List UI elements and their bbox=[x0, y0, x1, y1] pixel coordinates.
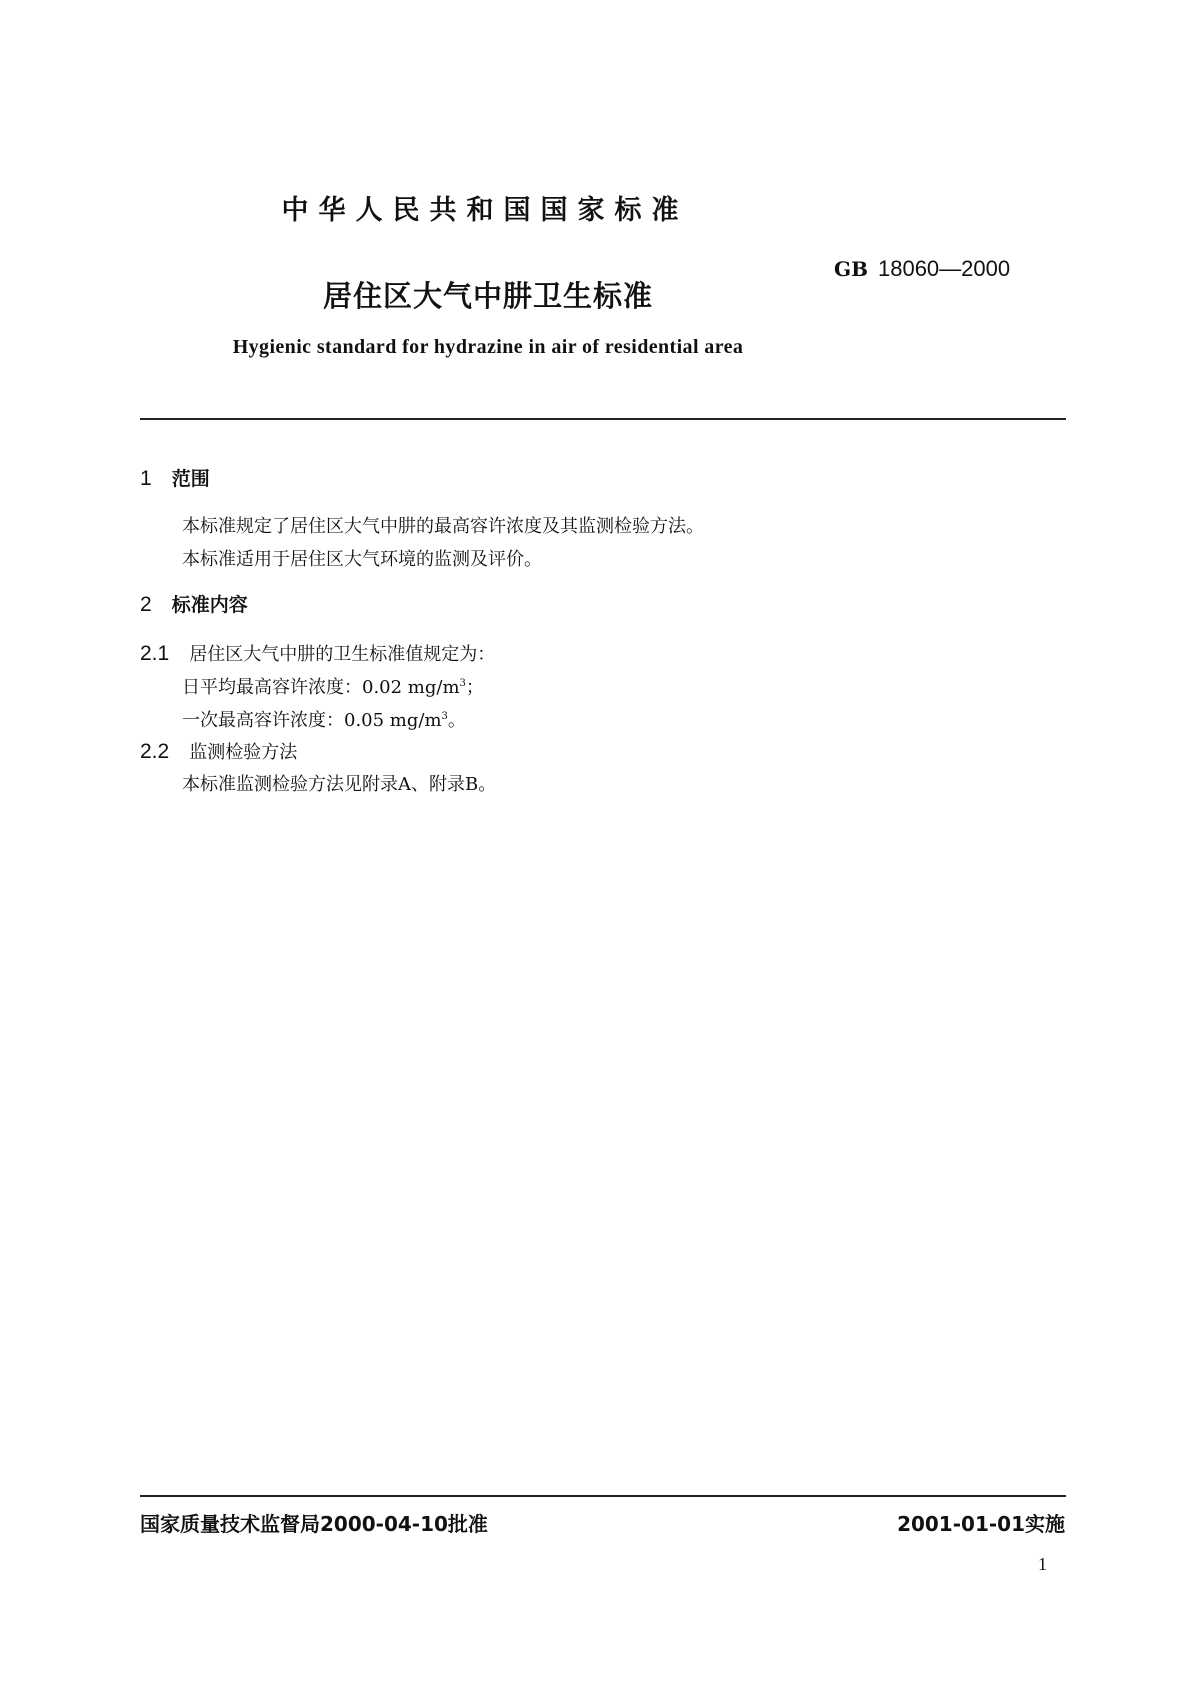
gb-number: 18060—2000 bbox=[877, 256, 1011, 281]
section-2-title: 标准内容 bbox=[171, 594, 248, 616]
section-1-heading bbox=[140, 464, 210, 491]
document-title-cn: 居住区大气中肼卫生标准 bbox=[322, 279, 653, 313]
daily-average-limit-text: 日平均最高容许浓度：0.02 mg/m bbox=[182, 677, 460, 698]
daily-average-limit-superscript: 3 bbox=[459, 678, 466, 689]
document-title-en: Hygienic standard for hydrazine in air of residential area bbox=[232, 336, 744, 358]
approval-line: 国家质量技术监督局2000-04-10批准 bbox=[140, 1512, 488, 1536]
section-1-title: 范围 bbox=[171, 468, 210, 490]
daily-average-limit-punct: ； bbox=[465, 677, 484, 698]
clause-2-2 bbox=[140, 738, 297, 764]
single-maximum-limit bbox=[182, 706, 466, 732]
clause-2-2-text: 监测检验方法 bbox=[189, 742, 298, 763]
clause-2-1 bbox=[140, 640, 495, 666]
clause-2-2-body: 本标准监测检验方法见附录A、附录B。 bbox=[182, 774, 497, 795]
effective-date-line: 2001-01-01实施 bbox=[897, 1512, 1065, 1536]
footer-divider bbox=[140, 1495, 1066, 1497]
single-maximum-limit-punct: 。 bbox=[447, 710, 466, 731]
national-standard-heading: 中华人民共和国国家标准 bbox=[281, 195, 689, 226]
clause-2-1-text: 居住区大气中肼的卫生标准值规定为： bbox=[189, 644, 496, 665]
section-2-heading bbox=[140, 590, 248, 617]
section-1-paragraph-2: 本标准适用于居住区大气环境的监测及评价。 bbox=[182, 549, 542, 570]
single-maximum-limit-text: 一次最高容许浓度：0.05 mg/m bbox=[182, 710, 442, 731]
gb-prefix: GB bbox=[834, 257, 868, 281]
clause-2-2-number: 2.2 bbox=[140, 740, 170, 763]
header-divider bbox=[140, 418, 1066, 420]
clause-2-1-number: 2.1 bbox=[140, 642, 170, 665]
section-1-paragraph-1: 本标准规定了居住区大气中肼的最高容许浓度及其监测检验方法。 bbox=[182, 516, 704, 537]
page-number: 1 bbox=[1038, 1554, 1047, 1574]
single-maximum-limit-superscript: 3 bbox=[441, 711, 448, 722]
daily-average-limit bbox=[182, 673, 484, 699]
section-2-number: 2 bbox=[140, 593, 152, 616]
section-1-number: 1 bbox=[140, 467, 152, 490]
